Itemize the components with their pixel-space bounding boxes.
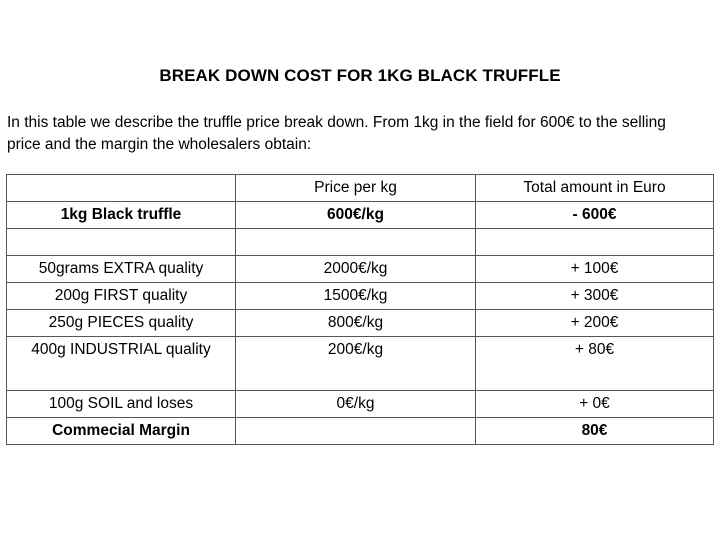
price-cell [236, 229, 476, 256]
item-cell: 250g PIECES quality [7, 310, 236, 337]
amount-cell: + 0€ [476, 391, 714, 418]
price-cell: 2000€/kg [236, 256, 476, 283]
table-row [7, 418, 714, 445]
item-cell: 400g INDUSTRIAL quality [7, 337, 236, 391]
amount-cell [476, 229, 714, 256]
price-cell: 200€/kg [236, 337, 476, 391]
item-cell: 1kg Black truffle [7, 202, 236, 229]
price-cell [236, 418, 476, 445]
cost-breakdown-table [6, 174, 714, 445]
header-cell: Price per kg [236, 175, 476, 202]
price-cell: 1500€/kg [236, 283, 476, 310]
table-row [7, 310, 714, 337]
item-cell: 100g SOIL and loses [7, 391, 236, 418]
price-cell: 0€/kg [236, 391, 476, 418]
slide-title: BREAK DOWN COST FOR 1KG BLACK TRUFFLE [159, 66, 561, 85]
item-cell: 50grams EXTRA quality [7, 256, 236, 283]
amount-cell: + 200€ [476, 310, 714, 337]
amount-cell: + 100€ [476, 256, 714, 283]
table-row [7, 283, 714, 310]
price-cell: 600€/kg [236, 202, 476, 229]
item-cell: Commecial Margin [7, 418, 236, 445]
price-cell: 800€/kg [236, 310, 476, 337]
table-row [7, 202, 714, 229]
table-row [7, 256, 714, 283]
table-row [7, 391, 714, 418]
amount-cell: + 80€ [476, 337, 714, 391]
table-header-row [7, 175, 714, 202]
header-cell [7, 175, 236, 202]
item-cell [7, 229, 236, 256]
amount-cell: 80€ [476, 418, 714, 445]
amount-cell: + 300€ [476, 283, 714, 310]
table-row [7, 229, 714, 256]
item-cell: 200g FIRST quality [7, 283, 236, 310]
intro-paragraph: In this table we describe the truffle price break down. From 1kg in the field for 600€ to the selling price and the margin the wholesalers obtain: [7, 114, 666, 153]
table-row [7, 337, 714, 391]
amount-cell: - 600€ [476, 202, 714, 229]
header-cell: Total amount in Euro [476, 175, 714, 202]
